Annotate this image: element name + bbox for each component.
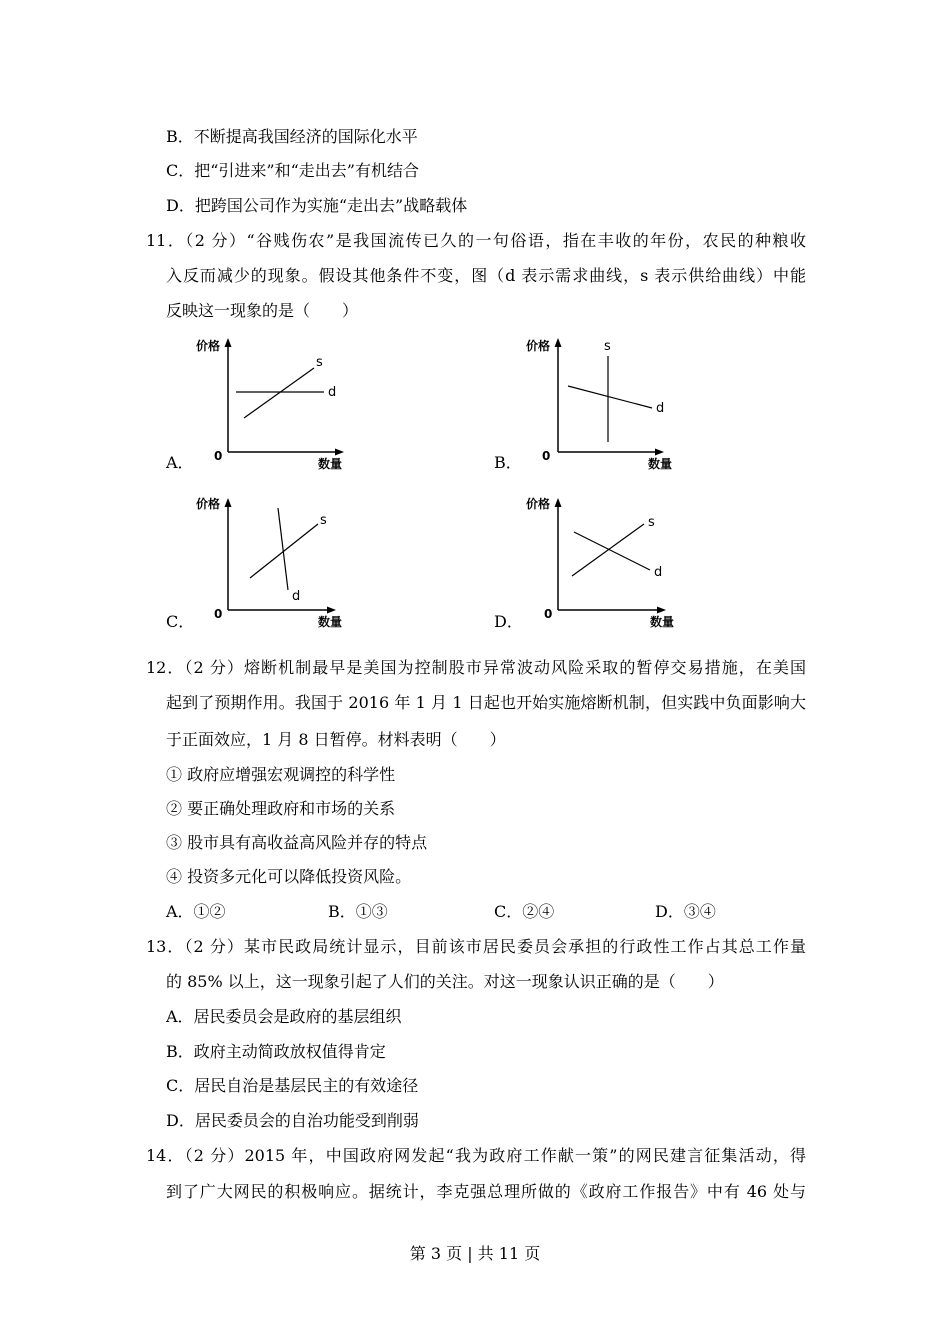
origin-label: 0 xyxy=(542,449,551,463)
q12-item-3: ③ 股市具有高收益高风险并存的特点 xyxy=(166,833,428,852)
quantity-axis-label: 数量 xyxy=(318,615,343,629)
q12-option-c: C．②④ xyxy=(494,902,555,921)
q12-item-2: ② 要正确处理政府和市场的关系 xyxy=(166,799,396,818)
origin-label: 0 xyxy=(214,607,223,621)
supply-curve xyxy=(244,368,314,418)
q11-graph-b xyxy=(520,330,700,480)
q11-graph-d xyxy=(520,490,700,640)
q14-line-1: 14．（2 分）2015 年，中国政府网发起“我为政府工作献一策”的网民建言征集活动，得 xyxy=(146,1146,806,1165)
q12-option-b: B．①③ xyxy=(328,902,388,921)
q12-item-1: ① 政府应增强宏观调控的科学性 xyxy=(166,765,396,784)
demand-curve xyxy=(568,386,652,408)
origin-label: 0 xyxy=(214,449,223,463)
q12-item-4: ④ 投资多元化可以降低投资风险。 xyxy=(166,867,412,886)
q11-graph-c xyxy=(190,490,370,640)
q11-line-3: 反映这一现象的是（ ） xyxy=(166,301,359,320)
q13-option-b: B．政府主动简政放权值得肯定 xyxy=(166,1042,386,1061)
price-axis-label: 价格 xyxy=(196,339,221,353)
q13-line-2: 的 85% 以上，这一现象引起了人们的关注。对这一现象认识正确的是（ ） xyxy=(166,972,724,991)
origin-label: 0 xyxy=(544,607,553,621)
q13-option-d: D．居民委员会的自治功能受到削弱 xyxy=(166,1111,419,1130)
q10-option-d: D．把跨国公司作为实施“走出去”战略载体 xyxy=(166,196,468,215)
q12-line-1: 12．（2 分）熔断机制最早是美国为控制股市异常波动风险采取的暂停交易措施，在美国 xyxy=(146,658,806,677)
q13-line-1: 13．（2 分）某市民政局统计显示，目前该市居民委员会承担的行政性工作占其总工作量 xyxy=(146,937,806,956)
demand-label: d xyxy=(656,401,665,416)
price-axis-label: 价格 xyxy=(196,497,221,511)
supply-label: s xyxy=(648,515,655,530)
quantity-axis-label: 数量 xyxy=(650,615,675,629)
supply-label: s xyxy=(604,339,611,354)
q10-option-b: B．不断提高我国经济的国际化水平 xyxy=(166,127,418,146)
q11-option-c-letter: C． xyxy=(166,612,195,631)
quantity-axis-label: 数量 xyxy=(318,457,343,471)
price-axis-label: 价格 xyxy=(526,339,551,353)
q11-line-1: 11．（2 分）“谷贱伤农”是我国流传已久的一句俗语，指在丰收的年份，农民的种粮收 xyxy=(146,231,806,250)
demand-label: d xyxy=(328,385,337,400)
demand-curve xyxy=(574,532,650,570)
q10-option-c: C．把“引进来”和“走出去”有机结合 xyxy=(166,161,419,180)
q13-option-a: A．居民委员会是政府的基层组织 xyxy=(166,1007,402,1026)
price-axis-label: 价格 xyxy=(526,497,551,511)
q11-option-b-letter: B． xyxy=(494,453,522,472)
demand-label: d xyxy=(292,589,301,604)
q13-option-c: C．居民自治是基层民主的有效途径 xyxy=(166,1076,419,1095)
q12-line-2: 起到了预期作用。我国于 2016 年 1 月 1 日起也开始实施熔断机制，但实践中负面影响大 xyxy=(166,693,806,712)
supply-curve xyxy=(572,524,644,576)
q12-option-a: A．①② xyxy=(166,902,226,921)
quantity-axis-label: 数量 xyxy=(648,457,673,471)
q12-option-d: D．③④ xyxy=(655,902,716,921)
q11-option-a-letter: A． xyxy=(166,453,194,472)
q11-graph-a xyxy=(190,330,370,480)
supply-label: s xyxy=(316,355,323,370)
page-footer: 第 3 页 | 共 11 页 xyxy=(409,1244,541,1263)
supply-curve xyxy=(250,524,318,578)
demand-label: d xyxy=(654,565,663,580)
supply-label: s xyxy=(320,513,327,528)
q14-line-2: 到了广大网民的积极响应。据统计，李克强总理所做的《政府工作报告》中有 46 处与 xyxy=(166,1182,806,1201)
q11-line-2: 入反而减少的现象。假设其他条件不变，图（d 表示需求曲线，s 表示供给曲线）中能 xyxy=(166,266,806,285)
q12-line-3: 于正面效应，1 月 8 日暂停。材料表明（ ） xyxy=(166,730,506,749)
q11-option-d-letter: D． xyxy=(494,612,523,631)
